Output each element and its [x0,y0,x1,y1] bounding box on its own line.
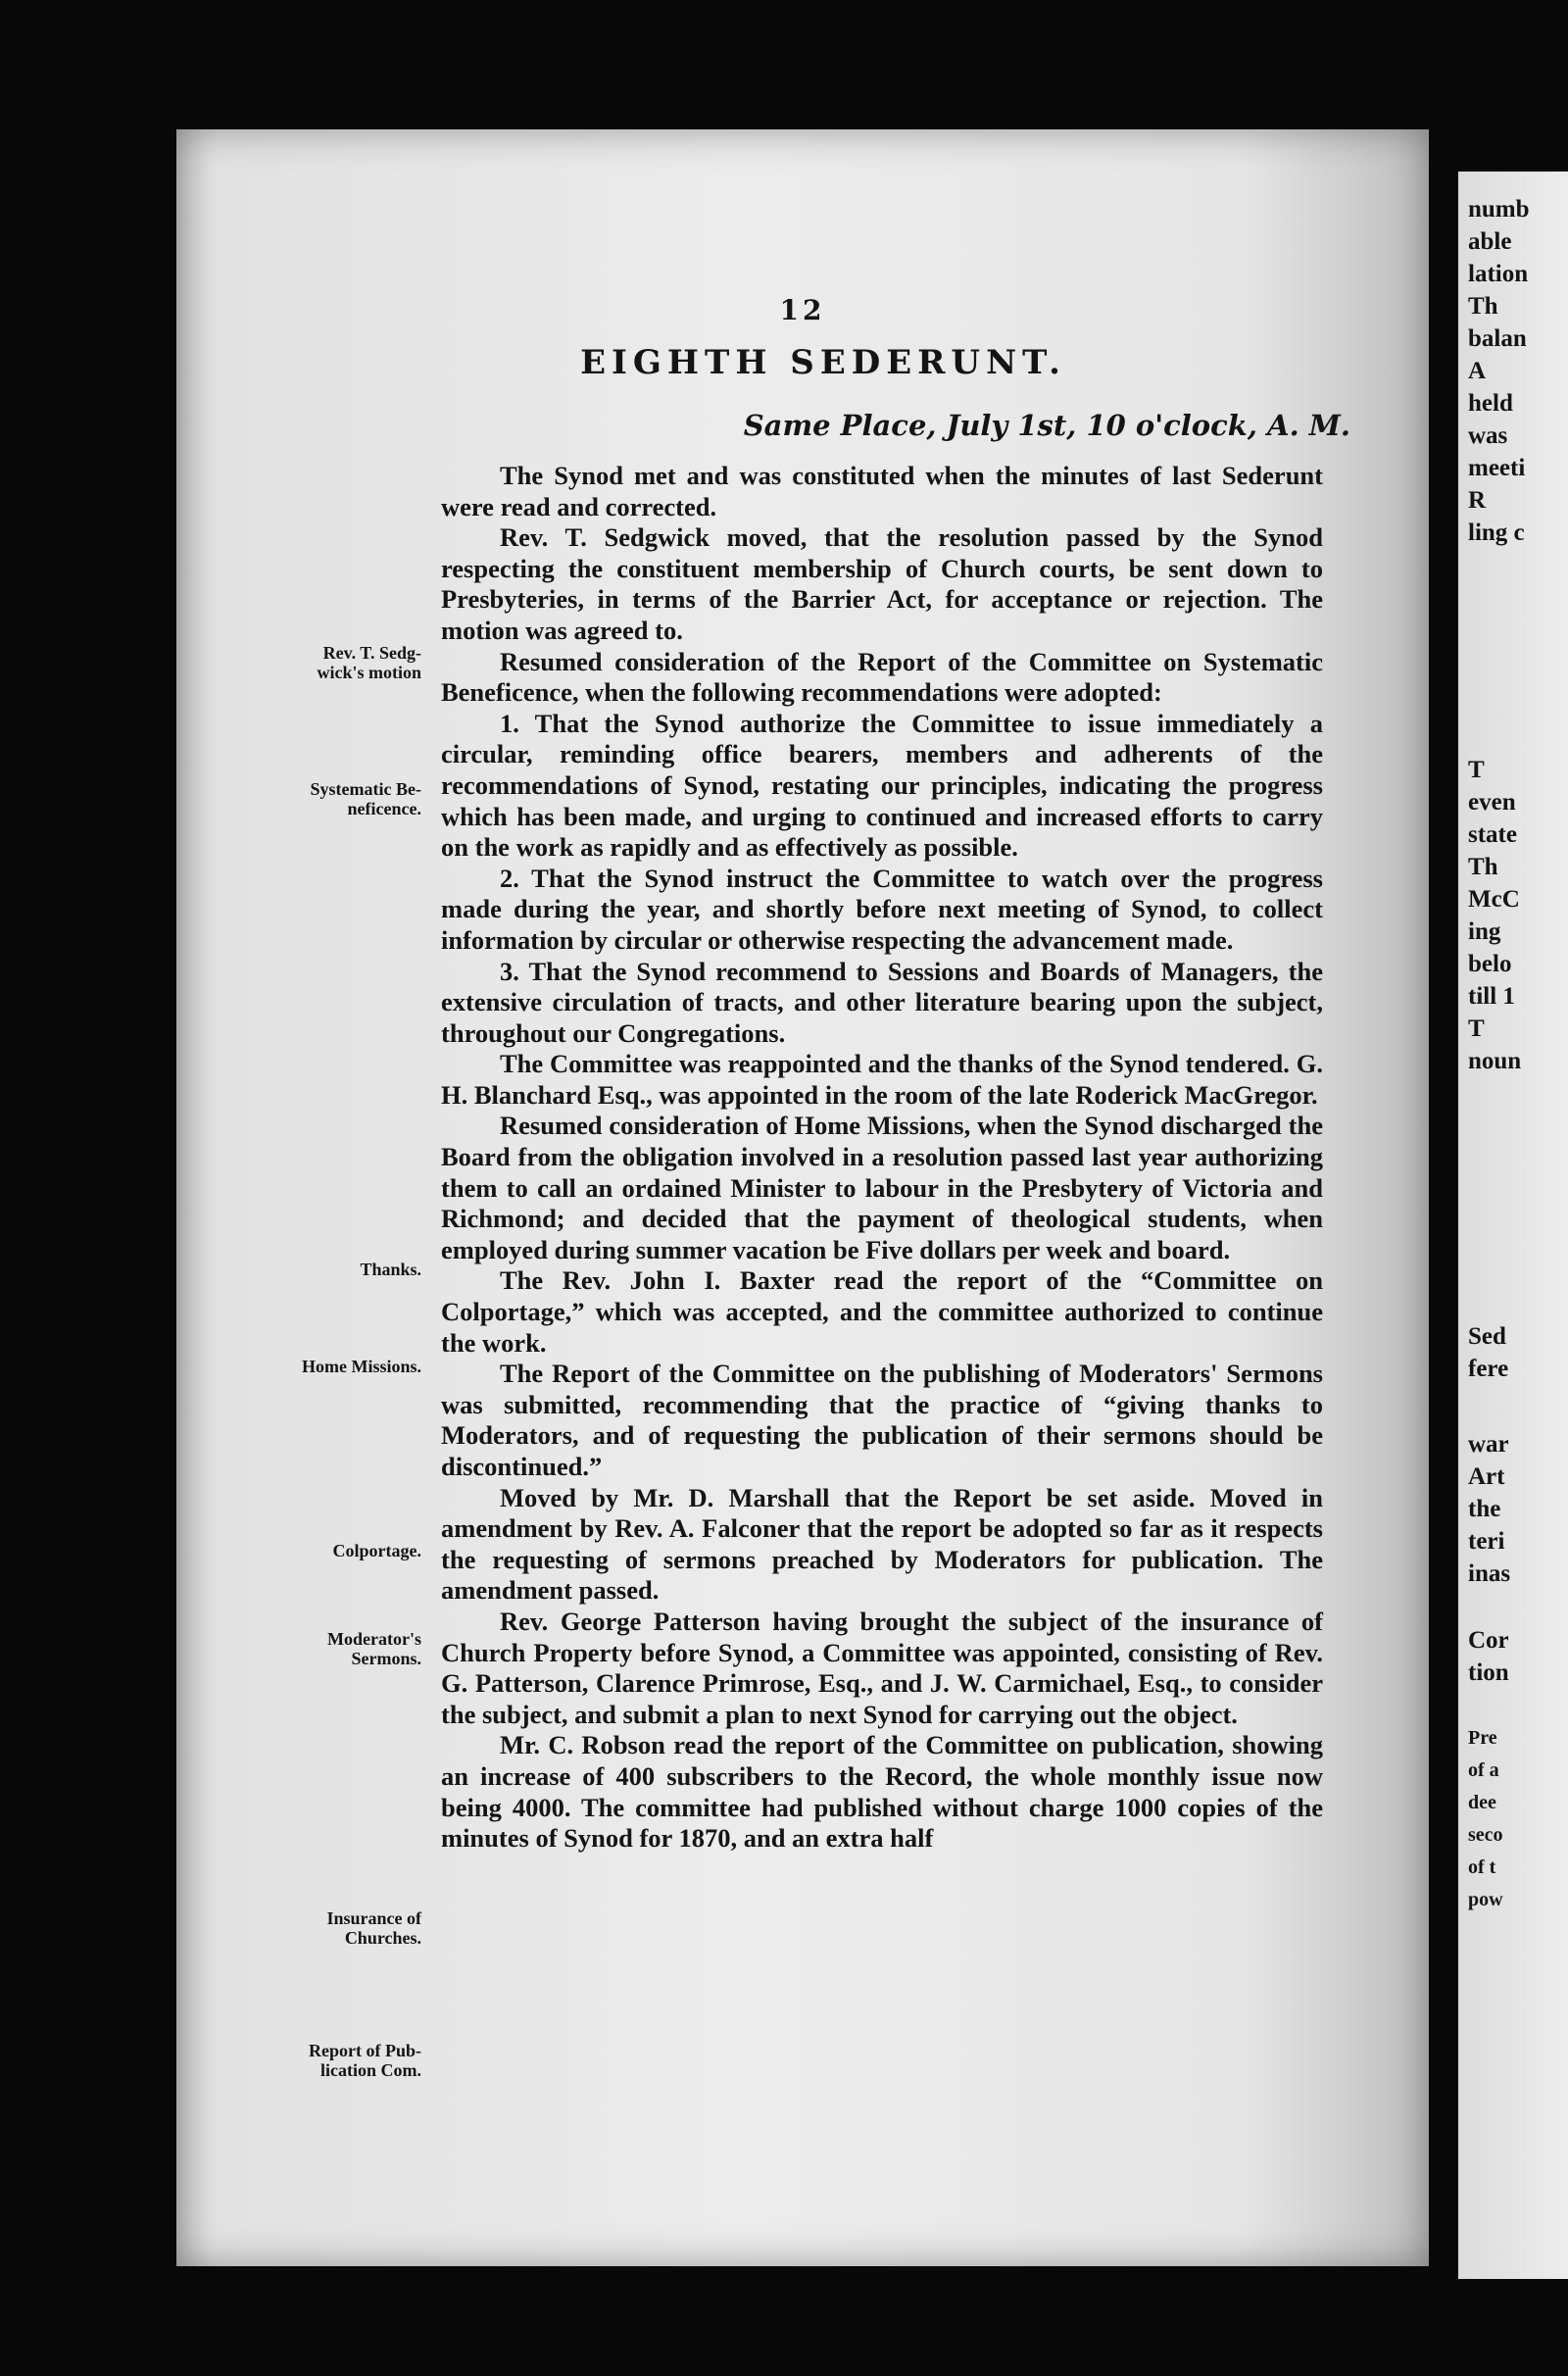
sederunt-heading: EIGHTH SEDERUNT. [580,343,1066,382]
paragraph: The Synod met and was constituted when the minutes of last Sederunt were read and corrected. [441,461,1323,521]
adjacent-page-fragment: held [1468,390,1513,417]
adjacent-page-fragment: able [1468,228,1512,255]
paragraph: 2. That the Synod instruct the Committee to watch over the progress made during the year, and shortly before next meeting of Synod, to collect information by circular or otherwise respecting the advancement made. [441,863,1323,955]
margin-note-text: Colportage. [332,1541,421,1560]
paragraph: Moved by Mr. D. Marshall that the Report be set aside. Moved in amendment by Rev. A. Falconer that the report be adopted so far as it respects the requesting of sermons preached by Moderators for publication. The amendment passed. [441,1482,1323,1606]
adjacent-page-fragment: state [1468,821,1517,848]
adjacent-page-fragment: dee [1468,1792,1496,1813]
adjacent-page-fragment: Th [1468,293,1498,320]
adjacent-page-fragment: Pre [1468,1727,1497,1749]
margin-note-sedgwick [176,643,421,682]
adjacent-page-fragment: Sed [1468,1323,1506,1350]
adjacent-page-fragment: T [1468,757,1485,783]
paragraph: 1. That the Synod authorize the Committee to issue immediately a circular, reminding office bearers, members and adherents of the recommendations of Synod, restating our principles, indicating the progress which has been made, and urging to continued and increased efforts to carry on the work as rapidly and as effectively as possible. [441,708,1323,863]
margin-note-text: Thanks. [360,1260,421,1279]
adjacent-page-fragment: lation [1468,261,1529,287]
adjacent-page-fragment: seco [1468,1824,1503,1846]
margin-note-text: Rev. T. Sedg- wick's motion [317,643,421,682]
adjacent-page-fragment: ing [1468,918,1501,945]
adjacent-page-fragment: Cor [1468,1627,1509,1654]
adjacent-page-fragment: Art [1468,1463,1505,1490]
adjacent-page-fragment: A [1468,358,1487,384]
dateline: Same Place, July 1st, 10 o'clock, A. M. [743,409,1350,442]
paragraph: The Committee was reappointed and the thanks of the Synod tendered. G. H. Blanchard Esq., was appointed in the room of the late Roderick MacGregor. [441,1049,1323,1110]
paragraph: 3. That the Synod recommend to Sessions and Boards of Managers, the extensive circulation of tracts, and other literature bearing upon the subject, throughout our Congregations. [441,956,1323,1048]
page-number: 12 [779,294,826,326]
margin-note-home-missions [176,1357,421,1376]
adjacent-page-fragment: of a [1468,1759,1499,1781]
margin-note-publication [176,2041,421,2080]
adjacent-page-fragment: balan [1468,325,1527,352]
paragraph: Rev. George Patterson having brought the subject of the insurance of Church Property before Synod, a Committee was appointed, consisting of Rev. G. Patterson, Clarence Primrose, Esq., and J. W. Carmichael, Esq., to consider the subject, and submit a plan to next Synod for carrying out the object. [441,1606,1323,1729]
paragraph: The Report of the Committee on the publishing of Moderators' Sermons was submitted, recommending that the practice of “giving thanks to Moderators, and of requesting the publication of their sermons should be discontinued.” [441,1359,1323,1481]
margin-note-insurance [176,1908,421,1948]
adjacent-page-fragment: ling c [1468,520,1525,546]
adjacent-page-fragment: numb [1468,196,1530,223]
adjacent-page-fragment: noun [1468,1048,1522,1074]
adjacent-page-fragment: McC [1468,886,1520,913]
margin-note-text: Home Missions. [301,1357,421,1376]
adjacent-page-fragment: R [1468,487,1487,514]
adjacent-page-fragment: pow [1468,1889,1503,1910]
adjacent-page-fragment: even [1468,789,1516,816]
adjacent-page-fragment: till 1 [1468,983,1515,1010]
adjacent-page-fragment: meeti [1468,455,1526,481]
adjacent-page-fragment: was [1468,422,1508,449]
adjacent-page-fragment: fere [1468,1356,1509,1382]
margin-note-text: Insurance of Churches. [326,1908,421,1948]
adjacent-page-fragment: Th [1468,854,1498,880]
adjacent-page-edge [1458,172,1568,2279]
adjacent-page-fragment: inas [1468,1560,1511,1587]
paragraph: The Rev. John I. Baxter read the report of the “Committee on Colportage,” which was accepted, and the committee authorized to continue the work. [441,1265,1323,1358]
margin-note-thanks [176,1260,421,1279]
adjacent-page-fragment: the [1468,1496,1501,1522]
adjacent-page-fragment: belo [1468,951,1512,977]
margin-note-moderators-sermons [176,1629,421,1668]
body-text [441,461,1323,1855]
paragraph: Resumed consideration of the Report of the Committee on Systematic Beneficence, when the following recommendations were adopted: [441,646,1323,708]
paragraph: Resumed consideration of Home Missions, when the Synod discharged the Board from the obligation involved in a resolution passed last year authorizing them to call an ordained Minister to labour in the Presbytery of Victoria and Richmond; and decided that the payment of theological students, when employed during summer vacation be Five dollars per week and board. [441,1111,1323,1264]
margin-note-text: Moderator's Sermons. [327,1629,421,1668]
book-page [176,129,1429,2266]
margin-note-text: Systematic Be- neficence. [310,779,421,818]
adjacent-page-fragment: war [1468,1431,1509,1458]
adjacent-page-fragment: tion [1468,1659,1509,1686]
paragraph: Mr. C. Robson read the report of the Committee on publication, showing an increase of 400 subscribers to the Record, the whole monthly issue now being 4000. The committee had published without charge 1000 copies of the minutes of Synod for 1870, and an extra half [441,1730,1323,1854]
adjacent-page-fragment: T [1468,1015,1485,1042]
adjacent-page-fragment: of t [1468,1856,1496,1878]
paragraph: Rev. T. Sedgwick moved, that the resolution passed by the Synod respecting the constituent membership of Church courts, be sent down to Presbyteries, in terms of the Barrier Act, for acceptance or rejection. The motion was agreed to. [441,522,1323,645]
margin-note-beneficence [176,779,421,818]
margin-note-text: Report of Pub- lication Com. [309,2041,421,2080]
margin-note-colportage [176,1541,421,1560]
adjacent-page-fragment: teri [1468,1528,1505,1555]
